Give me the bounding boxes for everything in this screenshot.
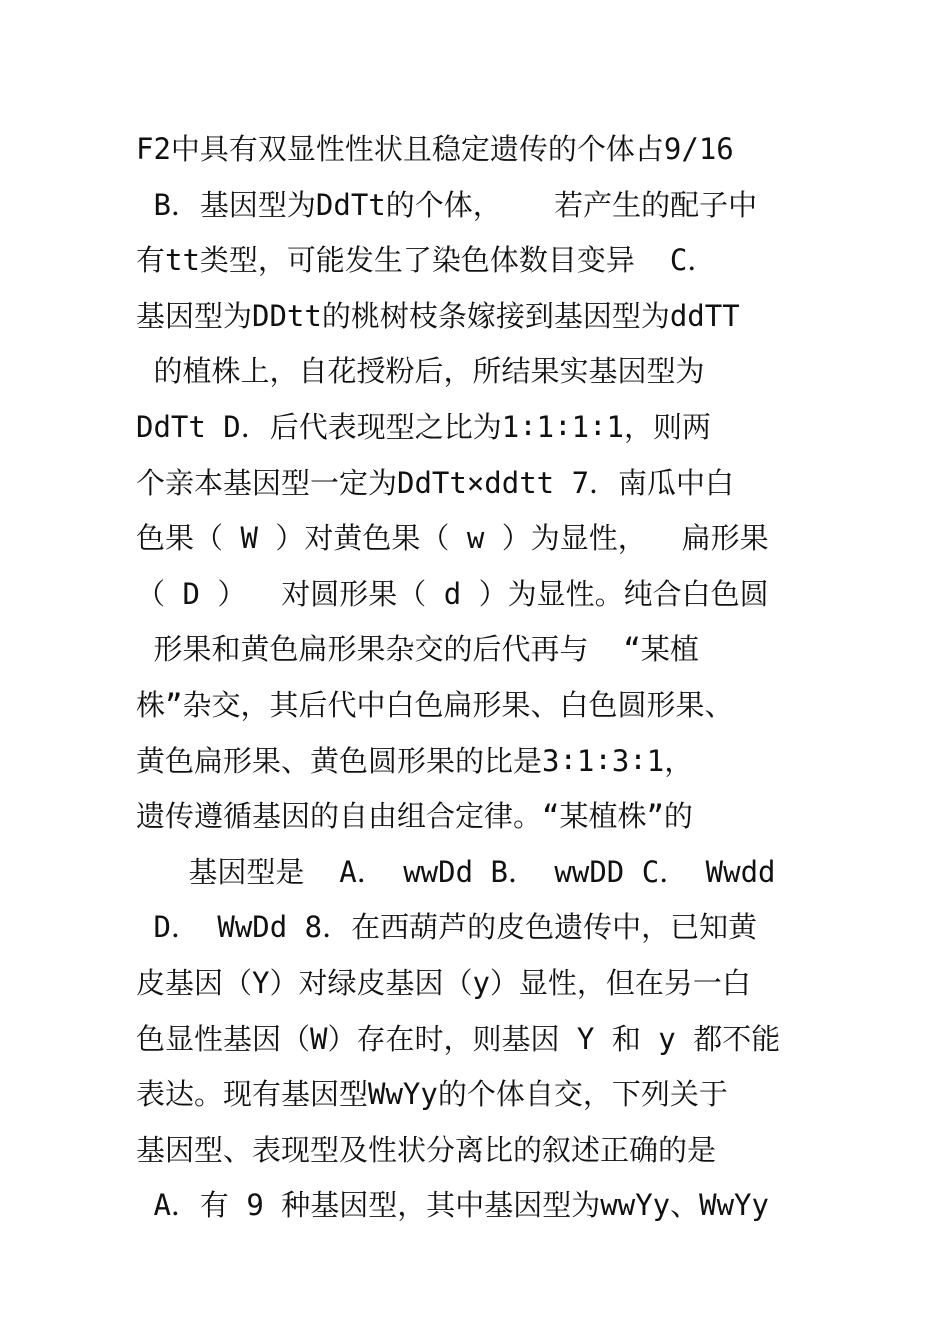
- text-line: 形果和黄色扁形果杂交的后代再与 “某植: [136, 632, 699, 667]
- text-line: 个亲本基因型一定为DdTt×ddtt 7．南瓜中白: [136, 465, 735, 500]
- text-line: 色果（ W ）对黄色果（ w ）为显性， 扁形果: [136, 521, 769, 556]
- text-line: （ D ） 对圆形果（ d ）为显性。纯合白色圆: [136, 576, 769, 611]
- text-line: 基因型为DDtt的桃树枝条嫁接到基因型为ddTT: [136, 298, 740, 333]
- text-line: A．有 9 种基因型，其中基因型为wwYy、WwYy: [136, 1188, 769, 1223]
- text-line: D． WwDd 8．在西葫芦的皮色遗传中，已知黄: [136, 910, 758, 945]
- text-line: 黄色扁形果、黄色圆形果的比是3∶1∶3∶1，: [136, 743, 694, 778]
- text-line: 的植株上，自花授粉后，所结果实基因型为: [136, 354, 705, 389]
- document-text-block: [136, 122, 836, 1234]
- text-line: DdTt D．后代表现型之比为1∶1∶1∶1，则两: [136, 409, 711, 444]
- text-line: 基因型是 A． wwDd B． wwDD C． Wwdd: [136, 854, 776, 889]
- text-line: B．基因型为DdTt的个体， 若产生的配子中: [136, 187, 758, 222]
- text-line: 色显性基因（W）存在时，则基因 Y 和 y 都不能: [136, 1021, 781, 1056]
- text-line: 基因型、表现型及性状分离比的叙述正确的是: [136, 1132, 717, 1167]
- text-line: F2中具有双显性性状且稳定遗传的个体占9/16: [136, 132, 734, 166]
- text-line: 皮基因（Y）对绿皮基因（y）显性，但在另一白: [136, 965, 751, 1000]
- text-line: 遗传遵循基因的自由组合定律。“某植株”的: [136, 799, 693, 834]
- text-line: 株”杂交，其后代中白色扁形果、白色圆形果、: [136, 687, 734, 722]
- text-line: 有tt类型，可能发生了染色体数目变异 C．: [136, 243, 717, 278]
- text-line: 表达。现有基因型WwYy的个体自交，下列关于: [136, 1077, 728, 1112]
